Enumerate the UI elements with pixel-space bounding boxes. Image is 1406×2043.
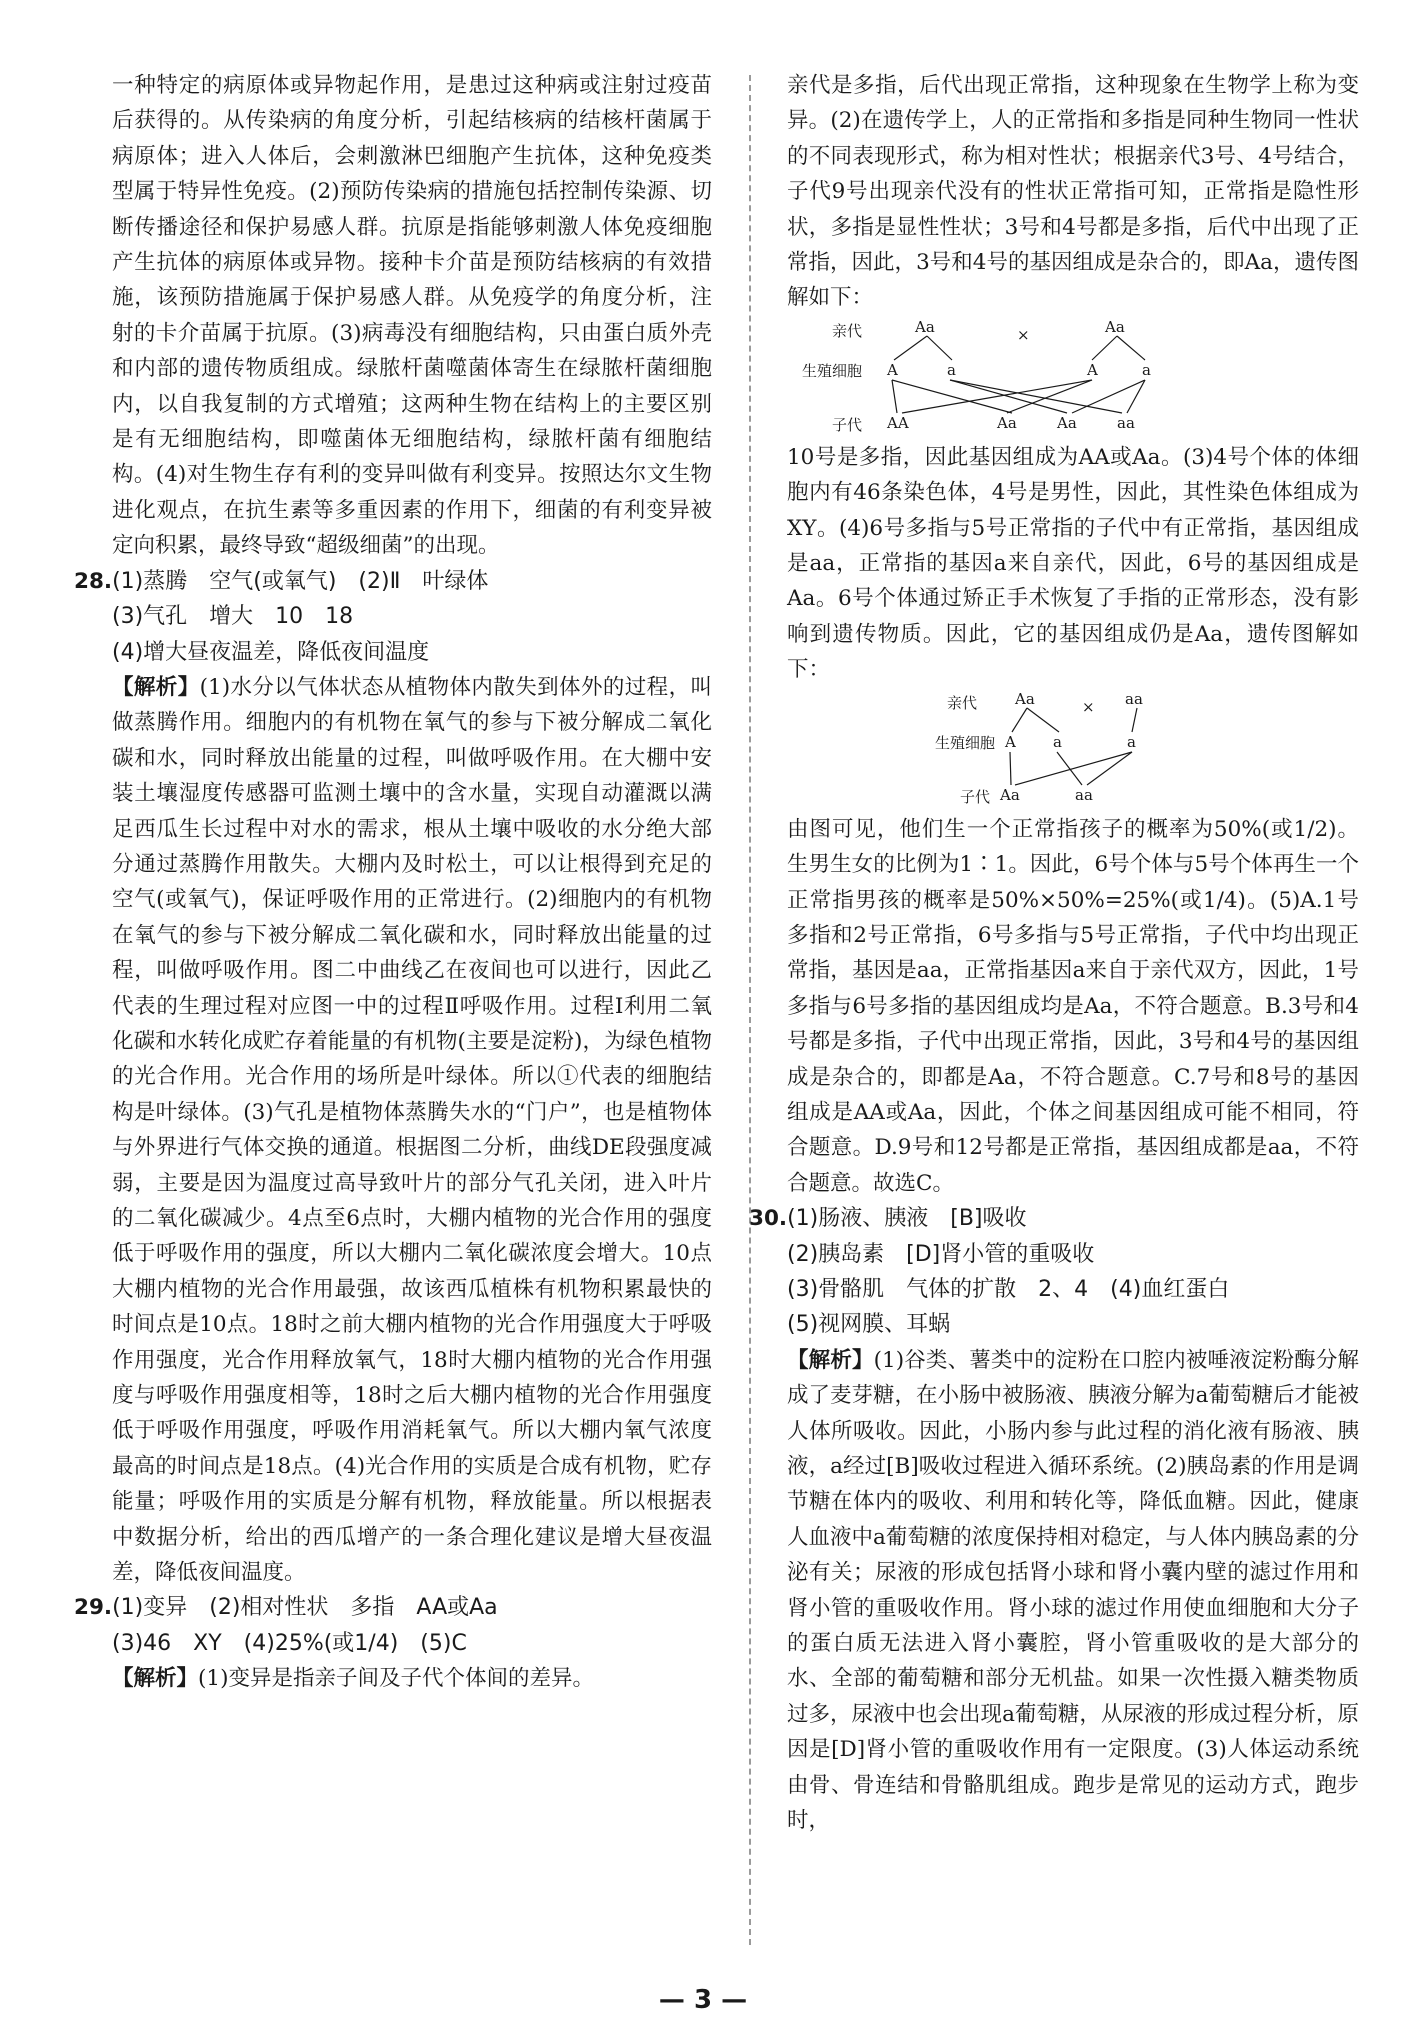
diagram1-parent-2: Aa (1105, 317, 1125, 336)
q28-analysis (112, 670, 712, 1591)
q28-analysis-text: (1)水分以气体状态从植物体内散失到体外的过程，叫做蒸腾作用。细胞内的有机物在氧气的参与下被分解成二氧化碳和水，同时释放出能量的过程，叫做呼吸作用。在大棚中安装土壤湿度传感器可监测土壤中的含水量，实现自动灌溉以满足西瓜生长过程中对水的需求，根从土壤中吸收的水分绝大部分通过蒸腾作用散失。大棚内及时松土，可以让根得到充足的空气(或氧气)，保证呼吸作用的正常进行。(2)细胞内的有机物在氧气的参与下被分解成二氧化碳和水，同时释放出能量的过程，叫做呼吸作用。图二中曲线乙在夜间也可以进行，因此乙代表的生理过程对应图一中的过程Ⅱ呼吸作用。过程Ⅰ利用二氧化碳和水转化成贮存着能量的有机物(主要是淀粉)，为绿色植物的光合作用。光合作用的场所是叶绿体。所以①代表的细胞结构是叶绿体。(3)气孔是植物体蒸腾失水的“门户”，也是植物体与外界进行气体交换的通道。根据图二分析，曲线DE段强度减弱，主要是因为温度过高导致叶片的部分气孔关闭，进入叶片的二氧化碳减少。4点至6点时，大棚内植物的光合作用的强度低于呼吸作用的强度，所以大棚内二氧化碳浓度会增大。10点大棚内植物的光合作用最强，故该西瓜植株有机物积累最快的时间点是10点。18时之前大棚内植物的光合作用强度大于呼吸作用强度，光合作用释放氧气，18时大棚内植物的光合作用强度与呼吸作用强度相等，18时之后大棚内植物的光合作用强度低于呼吸作用强度，呼吸作用消耗氧气。所以大棚内氧气浓度最高的时间点是18点。(4)光合作用的实质是合成有机物，贮存能量；呼吸作用的实质是分解有机物，释放能量。所以根据表中数据分析，给出的西瓜增产的一条合理化建议是增大昼夜温差，降低夜间温度。 (112, 674, 712, 1586)
diagram2-row-label-offspring: 子代 (960, 787, 991, 806)
diagram1-row-label-parent: 亲代 (832, 321, 863, 340)
diagram1-offspring-1: AA (887, 413, 909, 432)
diagram1-row-label-offspring: 子代 (832, 415, 863, 434)
diagram2-cross: × (1082, 697, 1095, 716)
q28-number: 28. (74, 568, 113, 594)
column-divider (749, 75, 751, 1945)
left-column (74, 68, 712, 1697)
q28-answer (74, 564, 712, 599)
diagram2-parent-2: aa (1125, 689, 1143, 708)
diagram1-row-label-gamete: 生殖细胞 (802, 361, 863, 380)
q30-answer-line-1: (1)肠液、胰液 [B]吸收 (787, 1206, 1027, 1232)
q28-answer-line-3: (4)增大昼夜温差，降低夜间温度 (112, 639, 430, 665)
diagram1-gamete-2: a (947, 360, 956, 379)
diagram2-offspring-2: aa (1075, 785, 1093, 804)
diagram2-parent-1: Aa (1015, 689, 1035, 708)
diagram1-offspring-2: Aa (997, 413, 1017, 432)
q30-analysis-label: 【解析】 (787, 1347, 874, 1373)
page-number: — 3 — (658, 1985, 748, 2015)
q29-analysis-part-3: 由图可见，他们生一个正常指孩子的概率为50%(或1/2)。生男生女的比例为1∶1。因此，6号个体与5号个体再生一个正常指男孩的概率是50%×50%=25%(或1/4)。(5)A.1号多指和2号正常指，6号多指与5号正常指，子代中均出现正常指，基因是aa，正常指基因a来自于亲代双方，因此，1号多指与6号多指的基因组成均是Aa，不符合题意。B.3号和4号都是多指，子代中出现正常指，因此，3号和4号的基因组成是杂合的，即都是Aa，不符合题意。C.7号和8号的基因组成是AA或Aa，因此，个体之间基因组成可能不相同，符合题意。D.9号和12号都是正常指，基因组成都是aa，不符合题意。故选C。 (787, 816, 1359, 1196)
q29-analysis-part-2: 10号是多指，因此基因组成为AA或Aa。(3)4号个体的体细胞内有46条染色体，4号是男性，因此，其性染色体组成为XY。(4)6号多指与5号正常指的子代中有正常指，基因组成是aa，正常指的基因a来自亲代，因此，6号的基因组成是Aa。6号个体通过矫正手术恢复了手指的正常形态，没有影响到遗传物质。因此，它的基因组成仍是Aa，遗传图解如下： (787, 444, 1359, 683)
diagram2-gamete-3: a (1127, 732, 1136, 751)
q29-answer-line-1: (1)变异 (2)相对性状 多指 AA或Aa (112, 1595, 498, 1621)
diagram1-gamete-3: A (1087, 360, 1098, 379)
q29-analysis (112, 1661, 712, 1696)
diagram2-offspring-1: Aa (1000, 785, 1020, 804)
q28-answer-line-2: (3)气孔 增大 10 18 (112, 604, 354, 630)
inheritance-diagram-2 (787, 690, 1359, 808)
inheritance-diagram-1 (787, 318, 1359, 436)
q30-answer-line-2: (2)胰岛素 [D]肾小管的重吸收 (787, 1241, 1095, 1267)
q29-answer (74, 1590, 712, 1625)
diagram1-gamete-1: A (887, 360, 898, 379)
q28-analysis-label: 【解析】 (112, 674, 200, 700)
diagram2-row-label-parent: 亲代 (947, 693, 978, 712)
q28-answer-line-1: (1)蒸腾 空气(或氧气) (2)Ⅱ 叶绿体 (112, 568, 489, 594)
diagram2-row-label-gamete: 生殖细胞 (935, 733, 996, 752)
diagram1-parent-1: Aa (915, 317, 935, 336)
q30-analysis-text: (1)谷类、薯类中的淀粉在口腔内被唾液淀粉酶分解成了麦芽糖，在小肠中被肠液、胰液分解为a葡萄糖后才能被人体所吸收。因此，小肠内参与此过程的消化液有肠液、胰液，a经过[B]吸收过程进入循环系统。(2)胰岛素的作用是调节糖在体内的吸收、利用和转化等，降低血糖。因此，健康人血液中a葡萄糖的浓度保持相对稳定，与人体内胰岛素的分泌有关；尿液的形成包括肾小球和肾小囊内壁的滤过作用和肾小管的重吸收作用。肾小球的滤过作用使血细胞和大分子的蛋白质无法进入肾小囊腔，肾小管重吸收的是大部分的水、全部的葡萄糖和部分无机盐。如果一次性摄入糖类物质过多，尿液中也会出现a葡萄糖，从尿液的形成过程分析，原因是[D]肾小管的重吸收作用有一定限度。(3)人体运动系统由骨、骨连结和骨骼肌组成。跑步是常见的运动方式，跑步时， (787, 1347, 1359, 1834)
q30-answer-line-3: (3)骨骼肌 气体的扩散 2、4 (4)血红蛋白 (787, 1276, 1230, 1302)
q29-answer-line-2: (3)46 XY (4)25%(或1/4) (5)C (112, 1630, 467, 1656)
q27-analysis-continued: 一种特定的病原体或异物起作用，是患过这种病或注射过疫苗后获得的。从传染病的角度分析，引起结核病的结核杆菌属于病原体；进入人体后，会刺激淋巴细胞产生抗体，这种免疫类型属于特异性免疫。(2)预防传染病的措施包括控制传染源、切断传播途径和保护易感人群。抗原是指能够刺激人体免疫细胞产生抗体的病原体或异物。接种卡介苗是预防结核病的有效措施，该预防措施属于保护易感人群。从免疫学的角度分析，注射的卡介苗属于抗原。(3)病毒没有细胞结构，只由蛋白质外壳和内部的遗传物质组成。绿脓杆菌噬菌体寄生在绿脓杆菌细胞内，以自我复制的方式增殖；这两种生物在结构上的主要区别是有无细胞结构，即噬菌体无细胞结构，绿脓杆菌有细胞结构。(4)对生物生存有利的变异叫做有利变异。按照达尔文生物进化观点，在抗生素等多重因素的作用下，细菌的有利变异被定向积累，最终导致“超级细菌”的出现。 (112, 73, 712, 559)
diagram2-gamete-1: A (1005, 732, 1016, 751)
diagram1-cross: × (1017, 325, 1030, 344)
right-column (749, 68, 1359, 1838)
diagram1-offspring-4: aa (1117, 413, 1135, 432)
q30-answer-line-4: (5)视网膜、耳蜗 (787, 1312, 951, 1338)
q30-number: 30. (749, 1206, 788, 1232)
q29-analysis-part-1: 亲代是多指，后代出现正常指，这种现象在生物学上称为变异。(2)在遗传学上，人的正常指和多指是同种生物同一性状的不同表现形式，称为相对性状；根据亲代3号、4号结合，子代9号出现亲代没有的性状正常指可知，正常指是隐性形状，多指是显性性状；3号和4号都是多指，后代中出现了正常指，因此，3号和4号的基因组成是杂合的，即Aa，遗传图解如下： (787, 73, 1359, 311)
diagram1-gamete-4: a (1142, 360, 1151, 379)
diagram1-offspring-3: Aa (1057, 413, 1077, 432)
q29-analysis-label: 【解析】 (112, 1666, 199, 1692)
q30-answer (749, 1201, 1359, 1236)
q29-number: 29. (74, 1595, 113, 1621)
q29-analysis-text: (1)变异是指亲子间及子代个体间的差异。 (198, 1666, 594, 1692)
q30-analysis (787, 1343, 1359, 1839)
diagram2-gamete-2: a (1053, 732, 1062, 751)
